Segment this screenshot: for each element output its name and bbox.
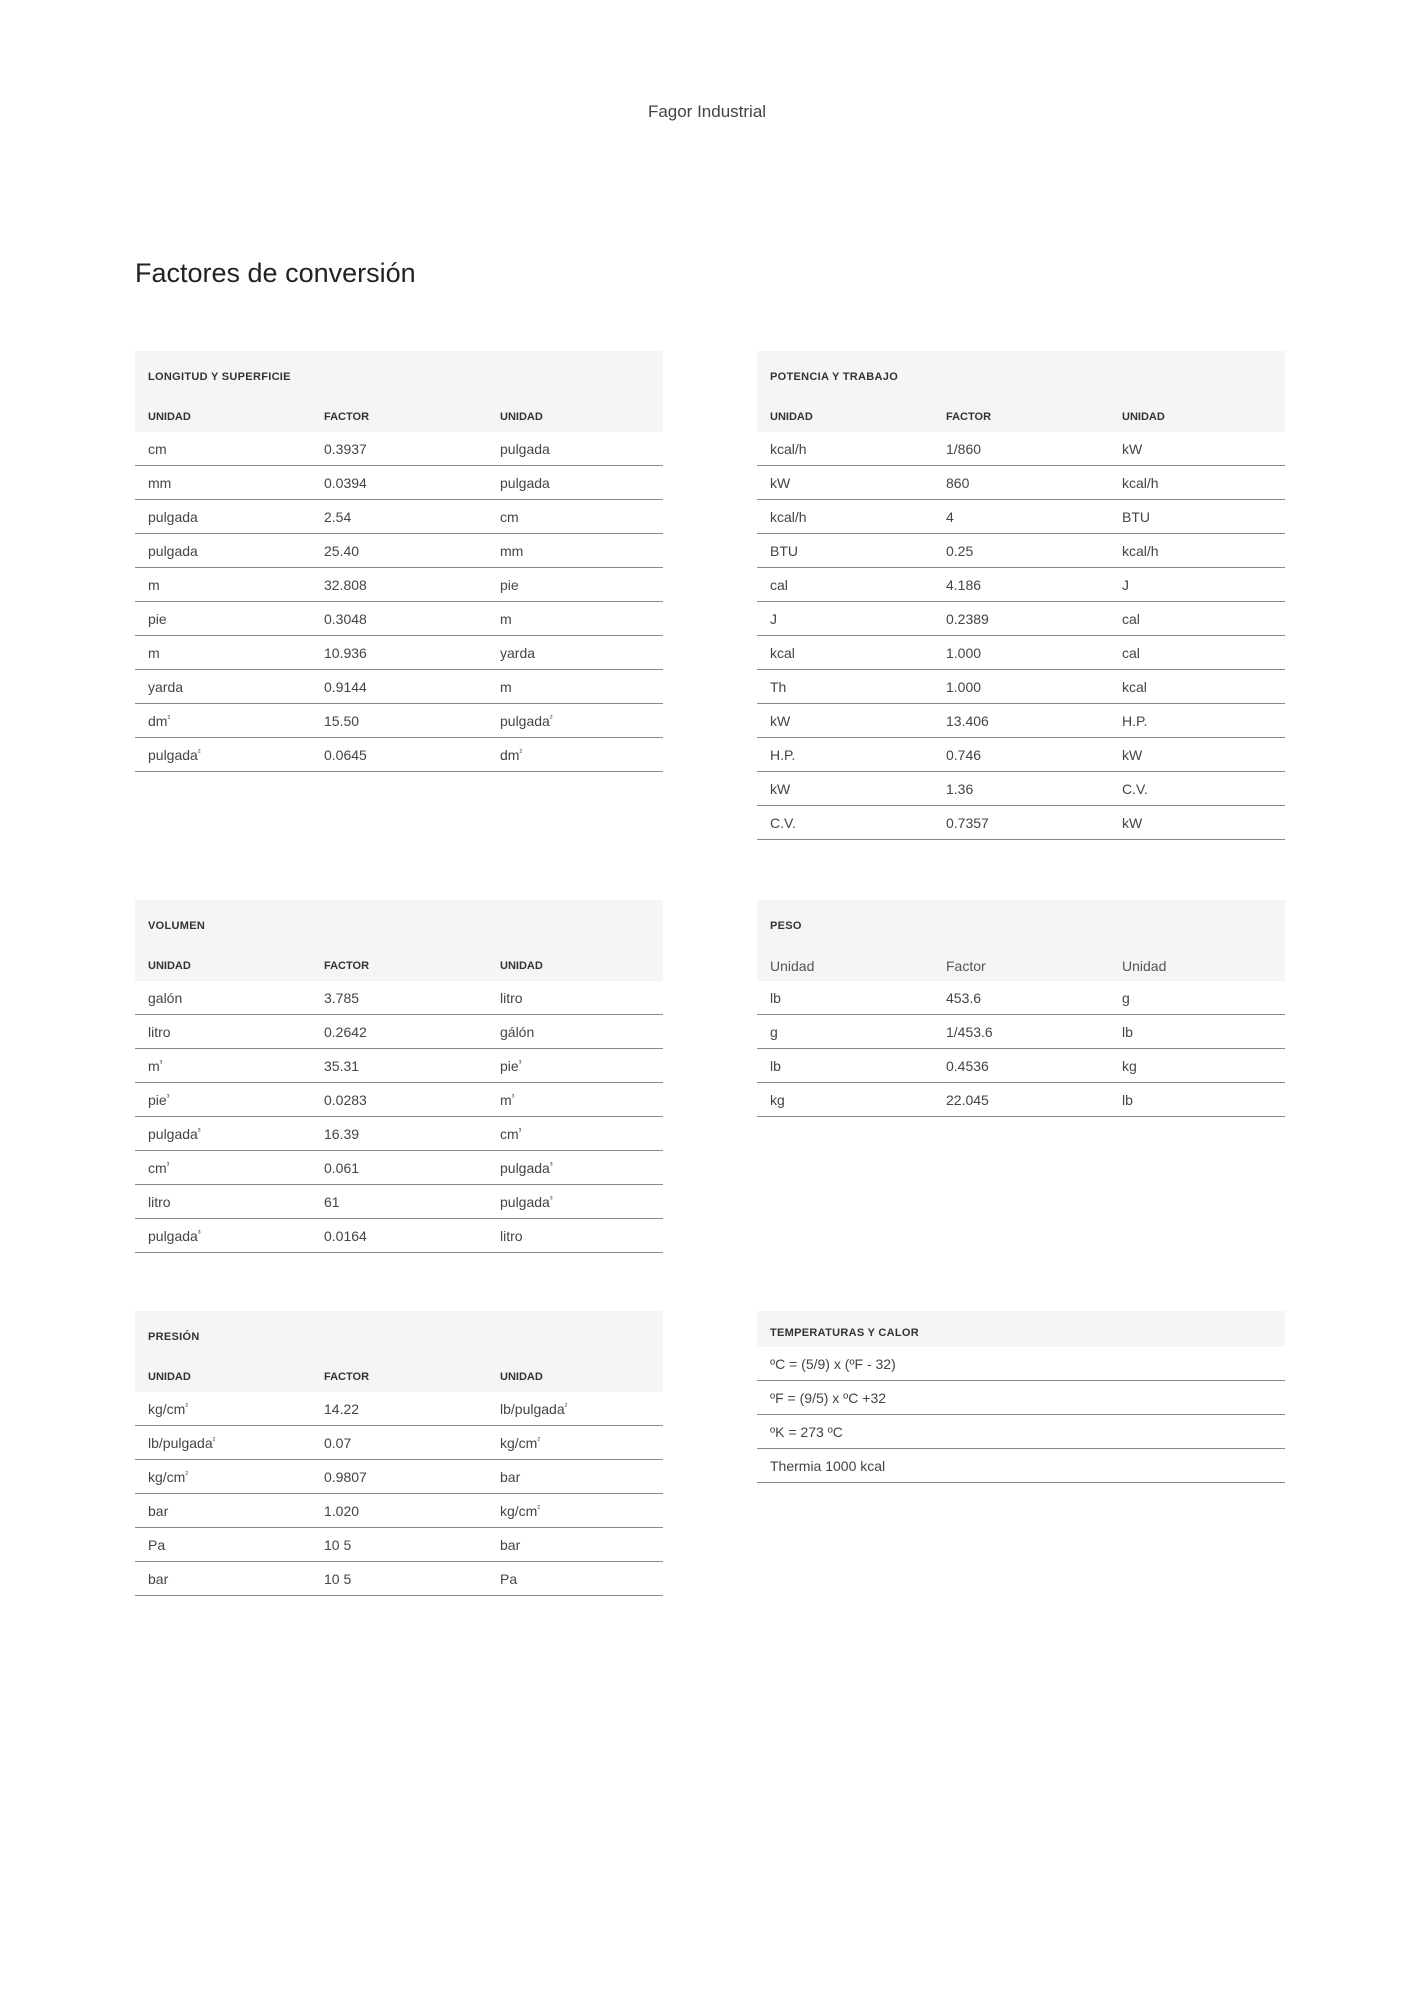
table-header	[135, 900, 663, 981]
table-row	[135, 534, 663, 568]
table-caption: POTENCIA Y TRABAJO	[770, 371, 899, 383]
unit-cell: bar	[148, 1502, 169, 1519]
unit-cell: pulgada$^{^2}$	[500, 712, 553, 729]
factor-cell: 3.785	[324, 989, 360, 1006]
factor-cell: 35.31	[324, 1057, 360, 1074]
table-row	[135, 1151, 663, 1185]
column-header: FACTOR	[946, 410, 992, 423]
unit-cell: H.P.	[770, 746, 796, 763]
formula-cell: ºC = (5/9) x (ºF - 32)	[770, 1355, 896, 1372]
unit-cell: kW	[770, 780, 791, 797]
unit-cell: yarda	[500, 644, 536, 661]
factor-cell: 2.54	[324, 508, 352, 525]
table-row	[135, 1392, 663, 1426]
unit-cell: pulgada$^{^3}$	[148, 1227, 201, 1244]
factor-cell: 453.6	[946, 989, 982, 1006]
unit-cell: $dm^{^2}$	[500, 746, 523, 763]
unit-cell: pulgada$^{^3}$	[500, 1159, 553, 1176]
column-headers	[135, 395, 663, 432]
factor-cell: 1.36	[946, 780, 974, 797]
column-header: UNIDAD	[500, 959, 543, 972]
unit-cell: mm	[148, 474, 172, 491]
table-caption: PESO	[770, 920, 802, 932]
table-header	[135, 1311, 663, 1392]
table-row	[757, 1083, 1285, 1117]
table-row	[757, 704, 1285, 738]
unit-cell: pulgada	[148, 508, 198, 525]
factor-cell: 0.0394	[324, 474, 367, 491]
table-row	[135, 1219, 663, 1253]
unit-cell: BTU	[770, 542, 798, 559]
unit-cell: $cm^{^3}$	[500, 1125, 522, 1142]
factor-cell: 0.25	[946, 542, 974, 559]
factor-cell: 0.0283	[324, 1091, 367, 1108]
unit-cell: pie$^{^3}$	[500, 1057, 522, 1074]
unit-cell: pulgada$^{^3}$	[148, 1125, 201, 1142]
table-row	[135, 1494, 663, 1528]
factor-cell: 15.50	[324, 712, 360, 729]
column-header: Factor	[946, 957, 986, 974]
column-header: FACTOR	[324, 410, 370, 423]
unit-cell: $dm^{^2}$	[148, 712, 171, 729]
unit-cell: litro	[148, 1023, 171, 1040]
factor-cell: 25.40	[324, 542, 360, 559]
unit-cell: kW	[770, 474, 791, 491]
column-header: UNIDAD	[1122, 410, 1165, 423]
table-row	[135, 704, 663, 738]
column-header: UNIDAD	[770, 410, 813, 423]
table-caption: PRESIÓN	[148, 1331, 200, 1343]
factor-cell: 14.22	[324, 1400, 360, 1417]
factor-cell: 10 5	[324, 1536, 352, 1553]
formula-cell: ºK = 273 ºC	[770, 1423, 843, 1440]
unit-cell: litro	[148, 1193, 171, 1210]
unit-cell: Pa	[500, 1570, 518, 1587]
factor-cell: 0.07	[324, 1434, 352, 1451]
column-headers	[135, 1355, 663, 1392]
column-header: UNIDAD	[500, 1370, 543, 1383]
table-row	[757, 806, 1285, 840]
unit-cell: pie	[148, 610, 167, 627]
table-row	[757, 772, 1285, 806]
factor-cell: 0.0164	[324, 1227, 367, 1244]
column-header: FACTOR	[324, 959, 370, 972]
table-row	[135, 1426, 663, 1460]
unit-cell: H.P.	[1122, 712, 1148, 729]
unit-cell: J	[1122, 576, 1129, 593]
unit-cell: galón	[148, 989, 183, 1006]
unit-cell: m	[500, 610, 512, 627]
factor-cell: 1.000	[946, 678, 982, 695]
table-header	[757, 1311, 1285, 1347]
column-header: Unidad	[770, 957, 815, 974]
unit-cell: pulgada	[500, 440, 550, 457]
unit-cell: kW	[1122, 814, 1143, 831]
unit-cell: lb/pulgada$^{^2}$	[500, 1400, 568, 1417]
unit-cell: m	[500, 678, 512, 695]
column-header: FACTOR	[324, 1370, 370, 1383]
unit-cell: litro	[500, 989, 523, 1006]
factor-cell: 0.9144	[324, 678, 367, 695]
factor-cell: 16.39	[324, 1125, 360, 1142]
unit-cell: pulgada	[500, 474, 550, 491]
column-headers	[757, 944, 1285, 981]
table-row	[757, 1049, 1285, 1083]
unit-cell: g	[1122, 989, 1130, 1006]
factor-cell: 860	[946, 474, 970, 491]
factor-cell: 61	[324, 1193, 340, 1210]
table-header	[757, 900, 1285, 981]
unit-cell: m	[148, 576, 160, 593]
unit-cell: cal	[770, 576, 788, 593]
unit-cell: pulgada$^{^3}$	[500, 1193, 553, 1210]
table-row	[757, 981, 1285, 1015]
table-row	[757, 432, 1285, 466]
factor-cell: 4	[946, 508, 954, 525]
table-temperaturas-calor	[757, 1311, 1285, 1483]
factor-cell: 4.186	[946, 576, 982, 593]
factor-cell: 13.406	[946, 712, 989, 729]
table-volumen	[135, 900, 663, 1253]
unit-cell: bar	[500, 1468, 521, 1485]
factor-cell: 10.936	[324, 644, 367, 661]
unit-cell: lb	[770, 1057, 781, 1074]
unit-cell: bar	[148, 1570, 169, 1587]
table-row	[135, 1528, 663, 1562]
unit-cell: pie$^{^3}$	[148, 1091, 170, 1108]
table-row	[135, 466, 663, 500]
column-header: UNIDAD	[148, 959, 191, 972]
table-row	[135, 568, 663, 602]
unit-cell: C.V.	[770, 814, 796, 831]
unit-cell: litro	[500, 1227, 523, 1244]
table-row	[135, 602, 663, 636]
unit-cell: $kg/cm^{^2}$	[148, 1468, 189, 1485]
unit-cell: mm	[500, 542, 524, 559]
unit-cell: kcal	[1122, 678, 1147, 695]
table-row	[135, 500, 663, 534]
unit-cell: kcal/h	[770, 508, 807, 525]
table-row	[757, 500, 1285, 534]
table-row	[135, 670, 663, 704]
unit-cell: $m^{^3}$	[500, 1091, 515, 1108]
unit-cell: $m^{^3}$	[148, 1057, 163, 1074]
unit-cell: pulgada$^{^2}$	[148, 746, 201, 763]
unit-cell: $kg/cm^{^2}$	[148, 1400, 189, 1417]
table-row	[757, 1015, 1285, 1049]
factor-cell: 10 5	[324, 1570, 352, 1587]
table-row	[757, 602, 1285, 636]
factor-cell: 32.808	[324, 576, 367, 593]
table-caption: VOLUMEN	[148, 920, 206, 932]
table-row	[757, 1381, 1285, 1415]
table-row	[757, 670, 1285, 704]
formula-cell: ºF = (9/5) x ºC +32	[770, 1389, 887, 1406]
table-row	[757, 738, 1285, 772]
table-row	[757, 534, 1285, 568]
unit-cell: pulgada	[148, 542, 198, 559]
unit-cell: $cm^{^3}$	[148, 1159, 170, 1176]
unit-cell: Th	[770, 678, 787, 695]
unit-cell: kg	[1122, 1057, 1137, 1074]
unit-cell: Pa	[148, 1536, 166, 1553]
page-title: Factores de conversión	[135, 258, 416, 288]
unit-cell: lb	[770, 989, 781, 1006]
factor-cell: 22.045	[946, 1091, 989, 1108]
unit-cell: kg	[770, 1091, 785, 1108]
brand-header: Fagor Industrial	[647, 102, 767, 121]
table-row	[135, 1049, 663, 1083]
table-row	[757, 568, 1285, 602]
factor-cell: 1.000	[946, 644, 982, 661]
factor-cell: 1.020	[324, 1502, 360, 1519]
table-potencia-trabajo	[757, 351, 1285, 840]
unit-cell: C.V.	[1122, 780, 1148, 797]
factor-cell: 0.2642	[324, 1023, 367, 1040]
unit-cell: J	[770, 610, 777, 627]
table-header	[757, 351, 1285, 432]
table-peso	[757, 900, 1285, 1117]
unit-cell: kcal	[770, 644, 795, 661]
factor-cell: 0.3937	[324, 440, 367, 457]
unit-cell: $kg/cm^{^2}$	[500, 1434, 541, 1451]
table-row	[135, 981, 663, 1015]
unit-cell: kW	[770, 712, 791, 729]
factor-cell: 0.0645	[324, 746, 367, 763]
table-row	[135, 636, 663, 670]
table-row	[135, 1562, 663, 1596]
unit-cell: cal	[1122, 610, 1140, 627]
unit-cell: kcal/h	[1122, 474, 1159, 491]
unit-cell: cal	[1122, 644, 1140, 661]
unit-cell: cm	[148, 440, 167, 457]
unit-cell: BTU	[1122, 508, 1150, 525]
unit-cell: yarda	[148, 678, 184, 695]
table-row	[135, 738, 663, 772]
unit-cell: m	[148, 644, 160, 661]
unit-cell: kW	[1122, 440, 1143, 457]
table-caption: LONGITUD Y SUPERFICIE	[148, 371, 291, 383]
column-header: UNIDAD	[148, 1370, 191, 1383]
factor-cell: 1/860	[946, 440, 982, 457]
unit-cell: kW	[1122, 746, 1143, 763]
table-row	[135, 1117, 663, 1151]
unit-cell: lb	[1122, 1091, 1133, 1108]
unit-cell: lb/pulgada$^{^2}$	[148, 1434, 216, 1451]
factor-cell: 0.746	[946, 746, 982, 763]
factor-cell: 0.4536	[946, 1057, 989, 1074]
unit-cell: kcal/h	[1122, 542, 1159, 559]
table-row	[757, 1347, 1285, 1381]
unit-cell: bar	[500, 1536, 521, 1553]
table-row	[135, 1185, 663, 1219]
factor-cell: 0.2389	[946, 610, 989, 627]
column-headers	[757, 395, 1285, 432]
column-headers	[135, 944, 663, 981]
table-row	[757, 1449, 1285, 1483]
factor-cell: 0.7357	[946, 814, 989, 831]
formula-cell: Thermia 1000 kcal	[770, 1457, 886, 1474]
factor-cell: 0.9807	[324, 1468, 367, 1485]
unit-cell: gálón	[500, 1023, 535, 1040]
table-row	[135, 1083, 663, 1117]
table-row	[757, 636, 1285, 670]
unit-cell: pie	[500, 576, 519, 593]
table-row	[135, 1460, 663, 1494]
column-header: UNIDAD	[500, 410, 543, 423]
table-header	[135, 351, 663, 432]
factor-cell: 1/453.6	[946, 1023, 993, 1040]
table-row	[757, 1415, 1285, 1449]
unit-cell: lb	[1122, 1023, 1133, 1040]
table-row	[135, 1015, 663, 1049]
unit-cell: cm	[500, 508, 519, 525]
table-longitud-superficie	[135, 351, 663, 772]
table-presion	[135, 1311, 663, 1596]
table-caption: TEMPERATURAS Y CALOR	[770, 1327, 920, 1339]
unit-cell: $kg/cm^{^2}$	[500, 1502, 541, 1519]
table-row	[135, 432, 663, 466]
unit-cell: g	[770, 1023, 778, 1040]
factor-cell: 0.061	[324, 1159, 360, 1176]
column-header: UNIDAD	[148, 410, 191, 423]
table-row	[757, 466, 1285, 500]
unit-cell: kcal/h	[770, 440, 807, 457]
column-header: Unidad	[1122, 957, 1167, 974]
factor-cell: 0.3048	[324, 610, 367, 627]
